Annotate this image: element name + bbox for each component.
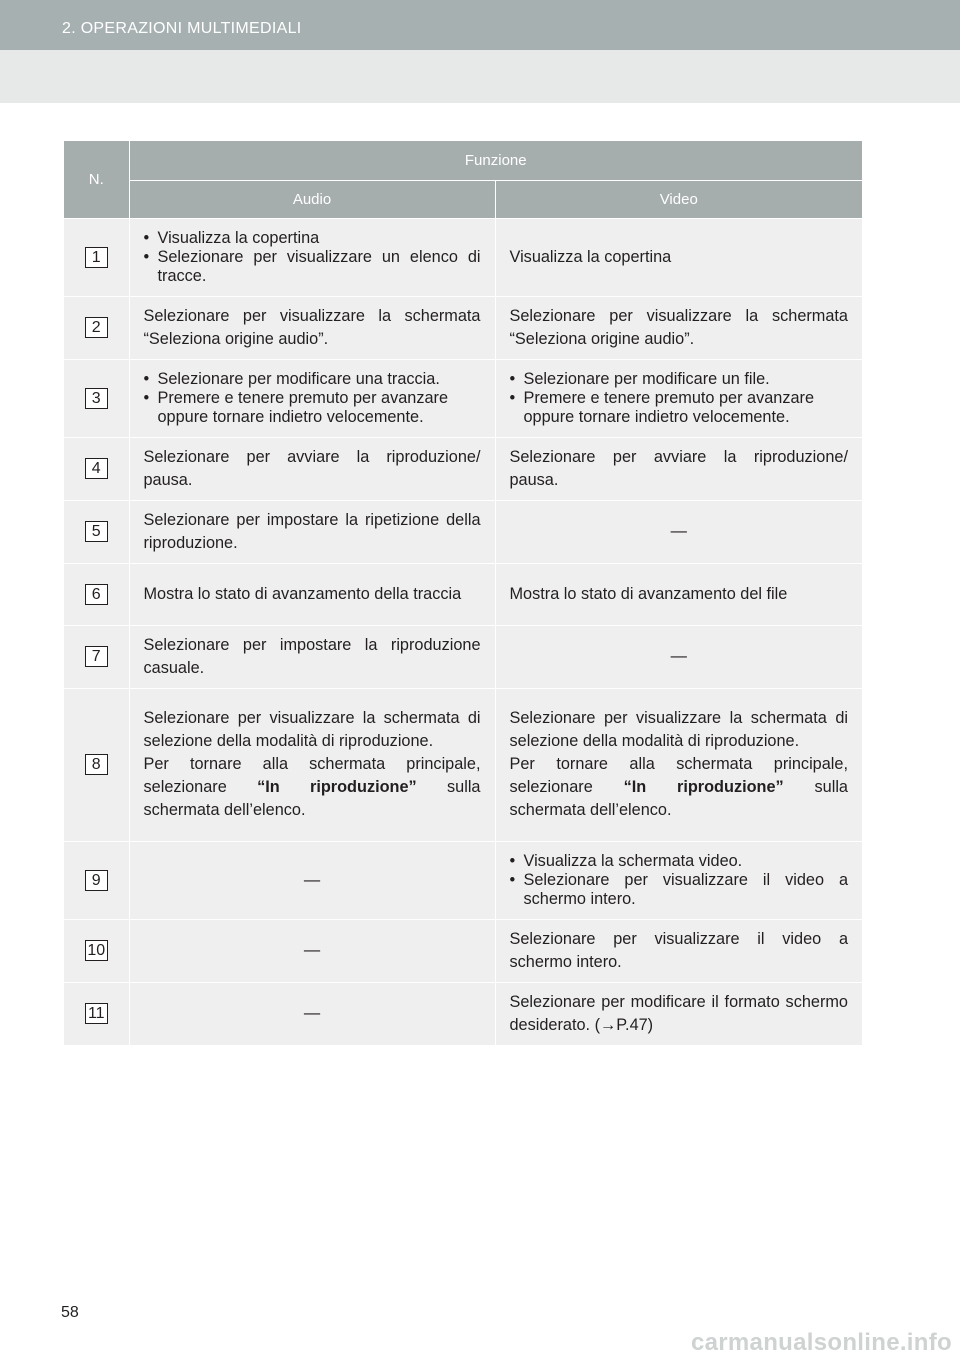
audio-cell: [129, 359, 495, 437]
list-item: • Selezionare per modificare un file.: [510, 370, 849, 389]
video-cell: [495, 359, 862, 437]
table-row: [64, 437, 862, 500]
audio-cell: Selezionare per impostare la riproduzione casuale.: [129, 625, 495, 688]
audio-cell: [129, 982, 495, 1045]
audio-cell: Mostra lo stato di avanzamento della traccia: [129, 563, 495, 625]
audio-cell: Selezionare per visualizzare la schermata “Seleziona origine audio”.: [129, 296, 495, 359]
table-row: [64, 218, 862, 296]
table-row: [64, 982, 862, 1045]
video-cell: Selezionare per visualizzare il video a schermo intero.: [495, 919, 862, 982]
table-row: [64, 625, 862, 688]
list-item: • Visualizza la schermata video.: [510, 852, 849, 871]
empty-dash: —: [303, 1004, 321, 1022]
list-item: • Premere e tenere premuto per avanzare oppure tornare indietro velocemente.: [144, 389, 481, 427]
row-number-badge: 8: [85, 754, 108, 775]
audio-cell: [129, 688, 495, 841]
table-row: [64, 296, 862, 359]
table-row: [64, 359, 862, 437]
list-item: • Selezionare per visualizzare un elenco di tracce.: [144, 248, 481, 286]
table-row: [64, 841, 862, 919]
row-number-badge: 6: [85, 584, 108, 605]
paragraph: Selezionare per visualizzare la schermata di selezione della modalità di riproduzione.: [143, 709, 481, 750]
empty-dash: —: [670, 647, 687, 665]
paragraph: Per tornare alla schermata principale, selezionare “In riproduzione” sulla schermata dell’elenco.: [509, 755, 848, 819]
column-header-audio: Audio: [129, 180, 495, 218]
list-item: • Selezionare per modificare una traccia.: [144, 370, 481, 389]
audio-cell: [129, 218, 495, 296]
video-cell: [495, 500, 862, 563]
table-row: [64, 563, 862, 625]
row-number-badge: 10: [85, 940, 108, 961]
paragraph: Selezionare per visualizzare la schermata di selezione della modalità di riproduzione.: [509, 709, 848, 750]
function-table: [64, 141, 862, 1045]
audio-cell: Selezionare per impostare la ripetizione della riproduzione.: [129, 500, 495, 563]
empty-dash: —: [670, 522, 687, 540]
empty-dash: —: [303, 870, 321, 889]
video-cell: Selezionare per modificare il formato schermo desiderato. (→P.47): [495, 982, 862, 1045]
row-number-badge: 5: [85, 521, 108, 542]
video-cell: Mostra lo stato di avanzamento del file: [495, 563, 862, 625]
row-number-badge: 11: [85, 1003, 108, 1024]
audio-cell: [129, 841, 495, 919]
table-row: [64, 688, 862, 841]
empty-dash: —: [303, 941, 321, 959]
column-header-number: N.: [64, 141, 129, 218]
list-item: • Premere e tenere premuto per avanzare oppure tornare indietro velocemente.: [510, 389, 849, 427]
row-number-badge: 1: [85, 247, 108, 268]
video-cell: [495, 688, 862, 841]
row-number-badge: 3: [85, 388, 108, 409]
video-cell: Selezionare per visualizzare la schermata “Seleziona origine audio”.: [495, 296, 862, 359]
list-item: • Visualizza la copertina: [144, 229, 481, 248]
video-cell: Visualizza la copertina: [495, 218, 862, 296]
section-title: 2. OPERAZIONI MULTIMEDIALI: [62, 20, 302, 37]
page-number: 58: [61, 1304, 79, 1321]
bold-label: “In riproduzione”: [257, 778, 417, 796]
watermark: carmanualsonline.info: [690, 1329, 952, 1356]
bold-label: “In riproduzione”: [623, 778, 784, 796]
row-number-badge: 9: [85, 870, 108, 891]
row-number-badge: 2: [85, 317, 108, 338]
video-cell: Selezionare per avviare la riproduzione/ pausa.: [495, 437, 862, 500]
table-row: [64, 500, 862, 563]
row-number-badge: 4: [85, 458, 108, 479]
row-number-badge: 7: [85, 646, 108, 667]
column-header-function: Funzione: [129, 141, 862, 180]
paragraph: Per tornare alla schermata principale, selezionare “In riproduzione” sulla schermata dell’elenco.: [143, 755, 481, 819]
audio-cell: [129, 919, 495, 982]
list-item: • Selezionare per visualizzare il video a schermo intero.: [510, 871, 849, 909]
table-row: [64, 919, 862, 982]
video-cell: [495, 625, 862, 688]
column-header-video: Video: [495, 180, 862, 218]
audio-cell: Selezionare per avviare la riproduzione/ pausa.: [129, 437, 495, 500]
video-cell: [495, 841, 862, 919]
header-bar: [0, 0, 960, 50]
